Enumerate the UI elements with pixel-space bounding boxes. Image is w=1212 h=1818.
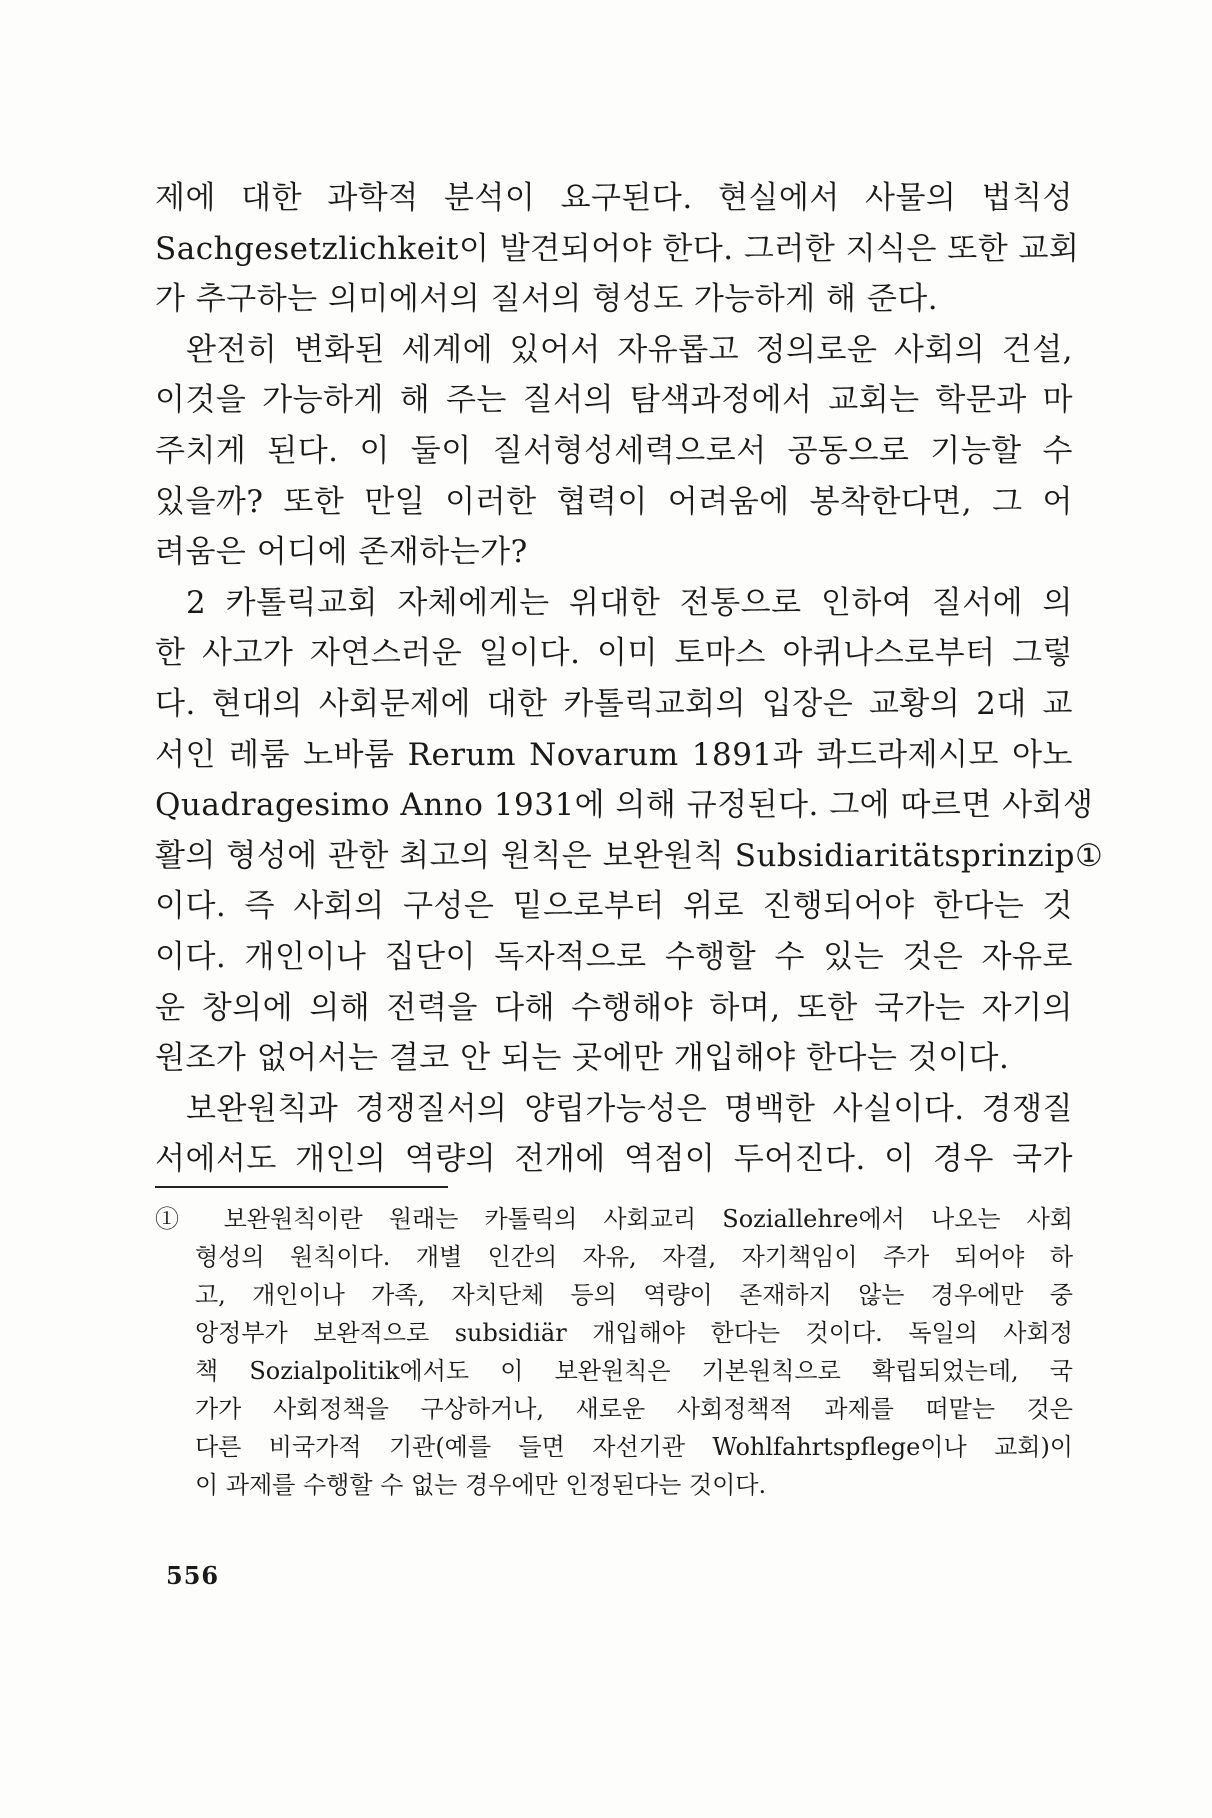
footnote-line: 고, 개인이나 가족, 자치단체 등의 역량이 존재하지 않는 경우에만 중 <box>195 1281 1073 1309</box>
body-line: 주치게 된다. 이 둘이 질서형성세력으로서 공동으로 기능할 수 <box>155 432 1073 469</box>
body-line: 서인 레룸 노바룸 Rerum Novarum 1891과 콰드라제시모 아노 <box>155 736 1073 773</box>
body-line: 한 사고가 자연스러운 일이다. 이미 토마스 아퀴나스로부터 그렇 <box>155 635 1073 672</box>
body-line: 이다. 즉 사회의 구성은 밑으로부터 위로 진행되어야 한다는 것 <box>155 888 1073 925</box>
body-line: 활의 형성에 관한 최고의 원칙은 보완원칙 Subsidiaritätsprinzip① <box>155 837 1104 874</box>
body-line: 이것을 가능하게 해 주는 질서의 탐색과정에서 교회는 학문과 마 <box>155 382 1073 419</box>
footnote-line: 다른 비국가적 기관(예를 들면 자선기관 Wohlfahrtspflege이나 교회)이 <box>195 1433 1073 1461</box>
body-line: 가 추구하는 의미에서의 질서의 형성도 가능하게 해 준다. <box>155 281 939 318</box>
footnote-line: 앙정부가 보완적으로 subsidiär 개입해야 한다는 것이다. 독일의 사회정 <box>195 1319 1073 1347</box>
body-line: 2 카톨릭교회 자체에게는 위대한 전통으로 인하여 질서에 의 <box>186 584 1073 621</box>
footnote-line: 가가 사회정책을 구상하거나, 새로운 사회정책적 과제를 떠맡는 것은 <box>195 1395 1073 1423</box>
body-line: 려움은 어디에 존재하는가? <box>155 534 528 571</box>
body-line: 원조가 없어서는 결코 안 되는 곳에만 개입해야 한다는 것이다. <box>155 1040 1010 1077</box>
footnote-line: 책 Sozialpolitik에서도 이 보완원칙은 기본원칙으로 확립되었는데, 국 <box>195 1357 1073 1385</box>
body-line: 보완원칙과 경쟁질서의 양립가능성은 명백한 사실이다. 경쟁질 <box>186 1090 1073 1127</box>
body-line: 있을까? 또한 만일 이러한 협력이 어려움에 봉착한다면, 그 어 <box>155 483 1073 520</box>
footnote-line: ① 보완원칙이란 원래는 카톨릭의 사회교리 Soziallehre에서 나오는 사회 <box>155 1205 1073 1233</box>
body-text <box>155 173 1104 1185</box>
footnote-divider <box>155 1186 448 1188</box>
body-line: 다. 현대의 사회문제에 대한 카톨릭교회의 입장은 교황의 2대 교 <box>155 685 1073 722</box>
body-line: 제에 대한 과학적 분석이 요구된다. 현실에서 사물의 법칙성 <box>155 180 1073 216</box>
footnote-line: 이 과제를 수행할 수 없는 경우에만 인정된다는 것이다. <box>195 1471 767 1499</box>
footnotes <box>155 1200 1073 1504</box>
body-line: 이다. 개인이나 집단이 독자적으로 수행할 수 있는 것은 자유로 <box>155 938 1073 975</box>
footnote-line: 형성의 원칙이다. 개별 인간의 자유, 자결, 자기책임이 주가 되어야 하 <box>195 1243 1073 1271</box>
body-line: Quadragesimo Anno 1931에 의해 규정된다. 그에 따르면 사회생 <box>155 787 1094 824</box>
body-line: 서에서도 개인의 역량의 전개에 역점이 두어진다. 이 경우 국가 <box>155 1141 1073 1178</box>
body-line: 완전히 변화된 세계에 있어서 자유롭고 정의로운 사회의 건설, <box>186 331 1073 368</box>
page-number: 556 <box>166 1561 220 1590</box>
body-line: 운 창의에 의해 전력을 다해 수행해야 하며, 또한 국가는 자기의 <box>155 989 1073 1026</box>
body-line: Sachgesetzlichkeit이 발견되어야 한다. 그러한 지식은 또한 교회 <box>155 230 1080 267</box>
